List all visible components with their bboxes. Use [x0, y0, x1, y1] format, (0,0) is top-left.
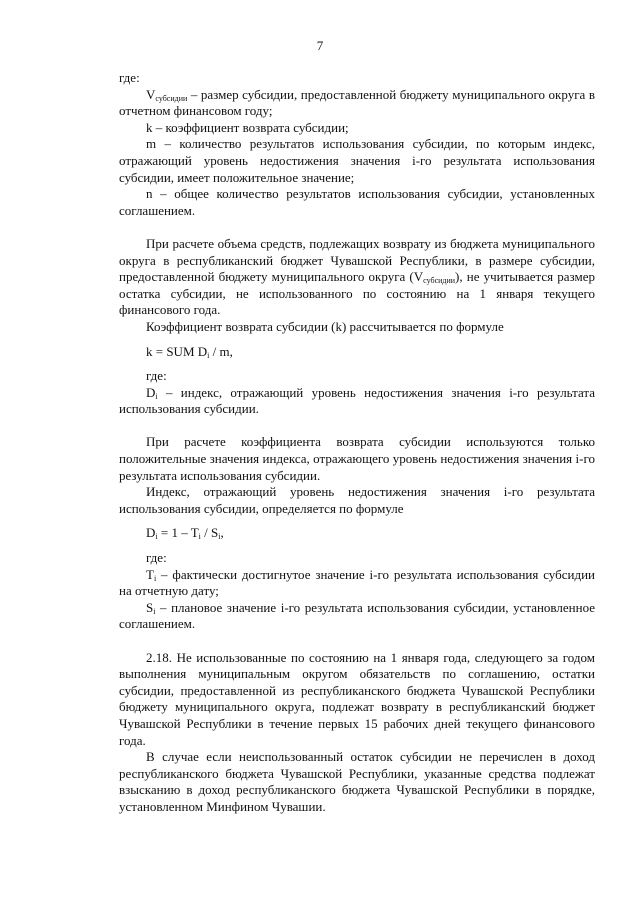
formula-text: / m, [209, 343, 233, 359]
where-label: где: [146, 550, 167, 566]
formula-subscript: i [207, 350, 210, 360]
where-label: где: [146, 368, 167, 384]
variables-block-1 [119, 70, 595, 219]
d-subscript: i [155, 391, 158, 401]
formula-text: , [220, 525, 224, 541]
formula-k [119, 344, 595, 361]
paragraph-positive-values: При расчете коэффициента возврата субсидии используются только положительные значения индекса, отражающего уровень недостижения значения i-го результата использования субсидии. [119, 434, 595, 483]
page-content [119, 70, 595, 816]
t-symbol: T [146, 566, 154, 582]
spacer [119, 418, 595, 435]
definition-m: m – количество результатов использования субсидии, по которым индекс, отражающий уровень недостижения значения i-го результата использования субсидии, имеет положительное значение; [119, 136, 595, 185]
s-text: – плановое значение i-го результата использования субсидии, установленное соглашением. [119, 599, 595, 632]
paragraph-index-intro: Индекс, отражающий уровень недостижения значения i-го результата использования субсидии, определяется по формуле [119, 484, 595, 516]
return-volume-block [119, 236, 595, 336]
definition-n: n – общее количество результатов использования субсидии, установленных соглашением. [119, 186, 595, 218]
paragraph-coefficient-intro: Коэффициент возврата субсидии (k) рассчитывается по формуле [146, 318, 504, 334]
paragraph-text: При расчете объема средств, подлежащих возврату из бюджета муниципального округа в республиканский бюджет Чувашской Республики, в размере субсидии, предоставленной бюджету муниципального округа (V [119, 235, 595, 285]
d-symbol: D [146, 384, 156, 400]
definition-d [119, 385, 595, 418]
formula-d [119, 525, 595, 542]
paragraph-text: ), не учитывается размер остатка субсидии, не использованного по состоянию на 1 января текущего финансового года. [119, 269, 595, 318]
formula-text: / S [200, 525, 219, 541]
definition-s [119, 600, 595, 633]
spacer [119, 517, 595, 525]
s-symbol: S [146, 599, 154, 615]
definition-v-subsidy [119, 87, 595, 120]
formula-text: k = SUM D [146, 343, 208, 359]
variables-block-2 [119, 368, 595, 418]
formula-subscript: i [198, 532, 201, 542]
s-subscript: i [153, 606, 156, 616]
formula-subscript: i [218, 532, 221, 542]
paragraph-recovery: В случае если неиспользованный остаток субсидии не перечислен в доход республиканского бюджета Чувашской Республики, указанные средства подлежат взысканию в доход республиканского бюджета Чувашской Республики в порядке, установленном Минфином Чувашии. [119, 749, 595, 814]
where-label: где: [119, 70, 140, 85]
formula-text: D [146, 525, 156, 541]
paragraph-return-volume [119, 236, 595, 319]
v-subscript: субсидии [423, 276, 456, 286]
formula-subscript: i [155, 532, 158, 542]
v-symbol: V [146, 86, 156, 102]
paragraph-2-18: 2.18. Не использованные по состоянию на 1 января года, следующего за годом выполнения муниципальным округом обязательств по соглашению, остатки субсидии, предоставленной из республиканского бюджета Чувашской Республики бюджету муниципального округа, подлежат возврату в республиканский бюджет Чувашской Республики в течение первых 15 рабочих дней текущего финансового года. [119, 649, 595, 748]
definition-t [119, 567, 595, 600]
v-text: – размер субсидии, предоставленной бюджету муниципального округа в отчетном финансовом году; [119, 86, 595, 119]
formula-text: = 1 – T [157, 525, 199, 541]
spacer [119, 360, 595, 368]
spacer [119, 336, 595, 344]
d-text: – индекс, отражающий уровень недостижения значения i-го результата использования субсидии. [119, 384, 595, 417]
index-block [119, 434, 595, 517]
spacer [119, 542, 595, 550]
v-subscript: субсидии [155, 93, 188, 103]
spacer [119, 633, 595, 650]
definition-k: k – коэффициент возврата субсидии; [146, 119, 349, 135]
page-number: 7 [316, 38, 324, 53]
section-2-18 [119, 650, 595, 816]
spacer [119, 219, 595, 236]
t-subscript: i [153, 573, 157, 583]
variables-block-3 [119, 550, 595, 633]
t-text: – фактически достигнутое значение i-го результата использования субсидии на отчетную дату; [119, 566, 595, 599]
